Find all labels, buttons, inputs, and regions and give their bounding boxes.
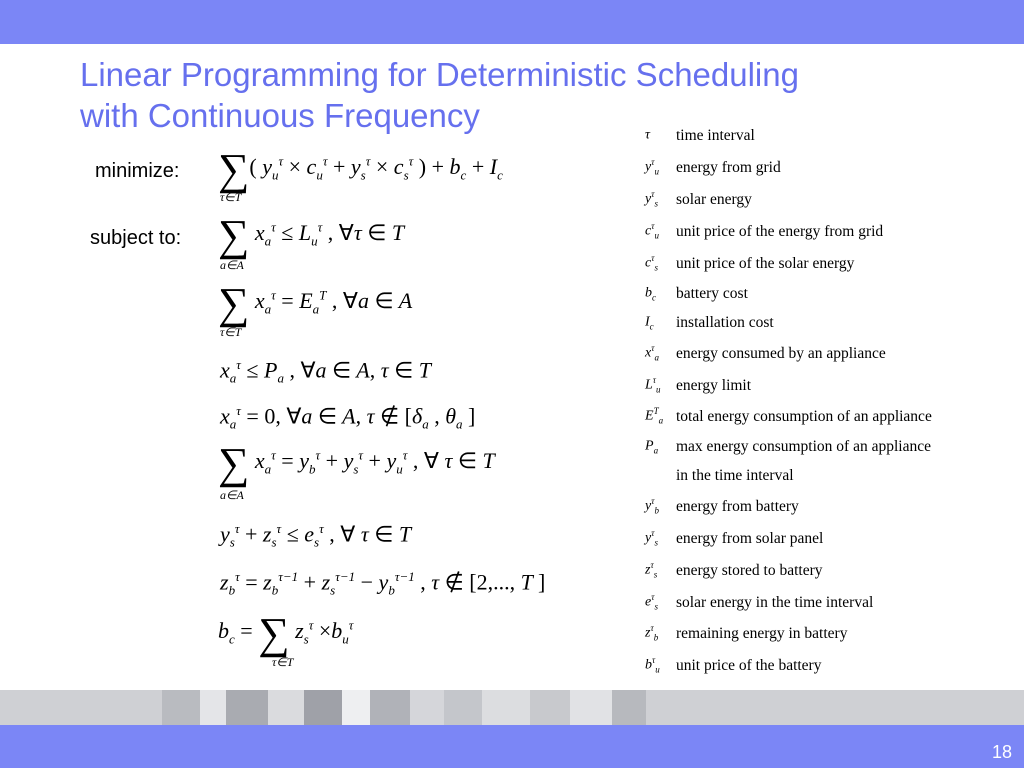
legend-row [645,254,1015,282]
legend-text: total energy consumption of an appliance [676,408,932,425]
page-number: 18 [991,742,1012,762]
legend-text: battery cost [676,285,748,302]
legend-row [645,466,1015,494]
photo-tile [370,690,410,725]
legend-row [645,376,1015,404]
legend-text: energy from grid [676,159,781,176]
legend-row [645,529,1015,557]
legend-row [645,158,1015,186]
sum-index: τ∈T [220,190,242,204]
legend-row [645,222,1015,250]
title-line-2: with Continuous Frequency [80,97,480,134]
legend-symbol: $E^T_a$ [645,406,664,426]
constraint-8: $b_c$ = ∑ $z_s^\tau \times b_u^\tau$ [218,609,354,658]
photo-tile [342,690,370,725]
constraint-7: $z_b^\tau = z_b^{\tau-1} + z_s^{\tau-1} - y_b^{\tau-1}$ , τ ∉ [2,..., T ] [220,569,546,598]
legend-text: solar energy [676,191,752,208]
objective-function: ∑( $y_u^\tau \times c_u^\tau + y_s^\tau \times c_s^\tau$ ) + $b_c + I_c$ [218,145,503,194]
legend-row [645,344,1015,372]
legend-row [645,284,1015,312]
minimize-label: minimize: [95,160,180,182]
legend-row [645,561,1015,589]
photo-tile [304,690,342,725]
photo-tile [482,690,530,725]
bottom-banner [0,725,1024,768]
photo-tile [226,690,268,725]
legend-row [645,126,1015,154]
title-line-1: Linear Programming for Deterministic Scheduling [80,56,799,93]
legend-text: energy from battery [676,498,799,515]
sum-index: a∈A [220,488,244,502]
legend-symbol: $y^\tau_u$ [645,157,659,177]
legend-symbol: $I_c$ [645,314,654,332]
constraint-3: $x_a^\tau \le P_a$ , ∀a ∈ A, τ ∈ T [220,357,432,386]
subject-to-label: subject to: [90,227,182,249]
photo-tile [444,690,482,725]
constraint-4: $x_a^\tau = 0$, ∀a ∈ A, τ ∉ [$\delta_a$ , $\theta_a$ ] [220,403,476,432]
legend-text: unit price of the energy from grid [676,223,884,240]
legend-text: installation cost [676,314,774,331]
sum-index: τ∈T [220,325,242,339]
photo-tile [570,690,612,725]
legend-symbol: $y^\tau_s$ [645,528,658,548]
legend-symbol: $L^\tau_u$ [645,375,661,395]
legend-symbol: $P_a$ [645,438,659,456]
legend-text: energy from solar panel [676,530,824,547]
photo-tile [612,690,646,725]
photo-tile [530,690,570,725]
legend-text: energy limit [676,377,752,394]
photo-tile [200,690,226,725]
constraint-6: $y_s^\tau + z_s^\tau \le e_s^\tau$ , ∀ τ ∈ T [220,521,412,550]
legend-row [645,313,1015,341]
legend-symbol: τ [645,127,651,143]
top-banner [0,0,1024,44]
legend-text: time interval [676,127,755,144]
photo-tile [268,690,304,725]
legend-symbol: $y^\tau_s$ [645,189,658,209]
photo-tile [162,690,200,725]
legend-row [645,497,1015,525]
photo-tile [410,690,444,725]
legend-row [645,593,1015,621]
legend-row [645,624,1015,652]
constraint-1: ∑ $x_a^\tau \le L_u^\tau$ , ∀τ ∈ T [218,211,405,260]
legend-text: remaining energy in battery [676,625,848,642]
legend-symbol: $x^\tau_a$ [645,343,659,363]
legend-row [645,190,1015,218]
legend-text: max energy consumption of an appliance [676,438,931,455]
constraint-2: ∑ $x_a^\tau = E_a^T$ , ∀a ∈ A [218,279,413,328]
legend-symbol: $c^\tau_u$ [645,221,659,241]
legend-symbol: $e^\tau_s$ [645,592,658,612]
legend-row [645,407,1015,435]
sum-index: τ∈T [272,655,294,669]
legend-text: energy consumed by an appliance [676,345,886,362]
constraint-5: ∑ $x_a^\tau = y_b^\tau + y_s^\tau + y_u^\tau$ , ∀ τ ∈ T [218,439,495,488]
legend-symbol: $b_c$ [645,285,656,303]
legend-row [645,656,1015,684]
legend-text: solar energy in the time interval [676,594,874,611]
legend-symbol: $z^\tau_b$ [645,623,659,643]
sum-index: a∈A [220,258,244,272]
slide-title [80,54,980,136]
legend-symbol: $c^\tau_s$ [645,253,658,273]
legend-text: in the time interval [676,467,794,484]
legend-text: unit price of the solar energy [676,255,855,272]
legend-symbol: $z^\tau_s$ [645,560,658,580]
legend-text: unit price of the battery [676,657,822,674]
decorative-photo-strip [0,690,1024,725]
legend-symbol: $b^\tau_u$ [645,655,660,675]
legend-text: energy stored to battery [676,562,823,579]
legend-symbol: $y^\tau_b$ [645,496,659,516]
legend-row [645,437,1015,465]
